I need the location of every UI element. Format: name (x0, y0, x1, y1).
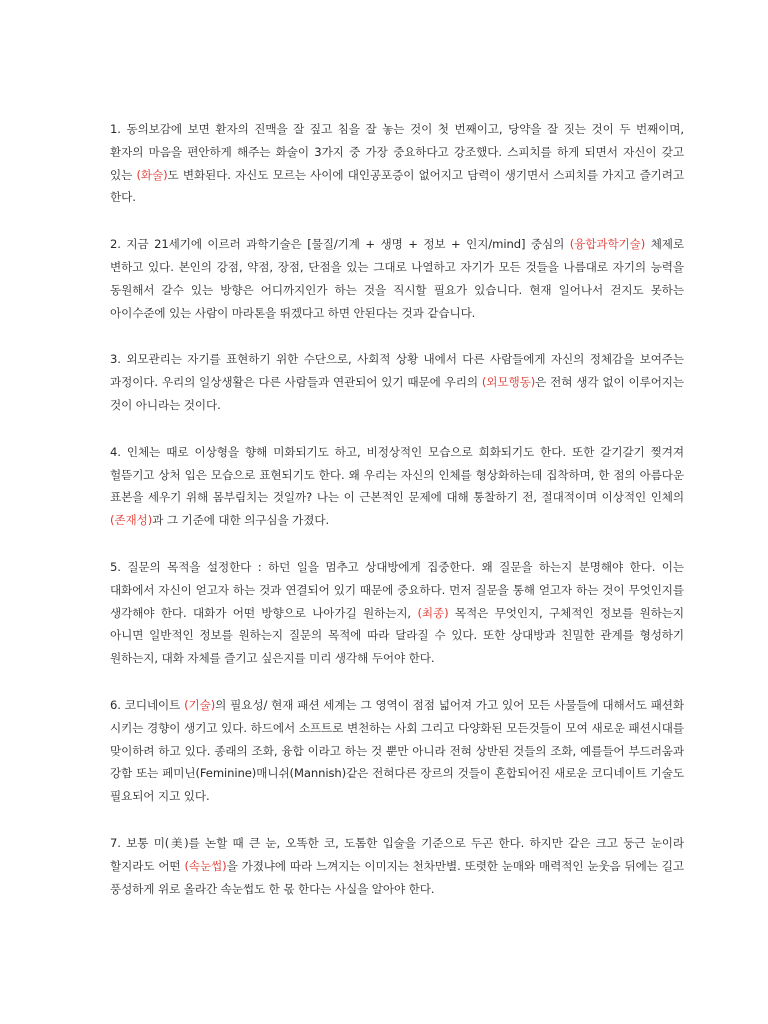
highlight-term: (융합과학기술) (569, 237, 646, 252)
paragraph-text: 도 변화된다. 자신도 모르는 사이에 대인공포증이 없어지고 담력이 생기면서 스피치를 가지고 즐기려고 한다. (110, 167, 684, 205)
paragraph-text: 3. 외모관리는 자기를 표현하기 위한 수단으로, 사회적 상황 내에서 다른 사람들에게 자신의 정체감을 보여주는 과정이다. 우리의 일상생활은 다른 사람들과 연관되어 있기 때문에 우리의 (110, 352, 684, 390)
paragraph-text: 은 전혀 생각 없이 이루어지는 것이 아니라는 것이다. (110, 375, 685, 412)
paragraph-7 (110, 832, 684, 900)
highlight-term: (외모행동) (481, 375, 536, 390)
paragraph-text: 과 그 기준에 대한 의구심을 가졌다. (152, 513, 330, 528)
paragraph-1 (110, 118, 684, 209)
paragraph-text: 의 필요성/ 현재 패션 세계는 그 영역이 점점 넓어져 가고 있어 모든 사물들에 대해서도 패션화 시키는 경향이 생기고 있다. 하드에서 소프트로 변천하는 사회 그리고 다양화된 모든것들이 모여 새로운 패션시대를 맞이하려 하고 있다. 종래의 조화, 융합 이라고 하는 것 뿐만 아니라 전혀 상반된 것들의 조화, 예를들어 부드러움과 강함 또는 페미닌(Feminine)매니쉬(Mannish)같은 전혀다른 장르의 것들이 혼합되어진 새로운 코디네이트 기술도 필요되어 지고 있다. (110, 697, 685, 804)
highlight-term: (속눈썹) (184, 858, 227, 873)
highlight-term: (존재성) (110, 513, 153, 528)
paragraph-text: 2. 지금 21세기에 이르러 과학기술은 [물질/기계 + 생명 + 정보 + 인지/mind] 중심의 (110, 237, 570, 252)
paragraph-text: 목적은 무엇인지, 구체적인 정보를 원하는지 아니면 일반적인 정보를 원하는지 질문의 목적에 따라 달라질 수 있다. 또한 상대방과 친밀한 관계를 형성하기 원하는지, 대화 자체를 즐기고 싶은지를 미리 생각해 두어야 한다. (110, 605, 685, 666)
paragraph-6 (110, 694, 684, 808)
paragraph-text: 을 가졌냐에 따라 느껴지는 이미지는 천차만별. 또렷한 눈매와 매력적인 눈웃음 뒤에는 길고 풍성하게 위로 올라간 속눈썹도 한 몫 한다는 사실을 알아야 한다. (110, 858, 684, 896)
paragraph-text: 4. 인체는 때로 이상형을 향해 미화되기도 하고, 비정상적인 모습으로 희화되기도 한다. 또한 갈기갈기 찢겨져 헐뜯기고 상처 입은 모습으로 표현되기도 한다. 왜 우리는 자신의 인체를 형상화하는데 집착하며, 한 점의 아름다운 표본을 세우기 위해 몸부림치는 것일까? 나는 이 근본적인 문제에 대해 통찰하기 전, 절대적이며 이상적인 인체의 (110, 444, 684, 505)
paragraph-5 (110, 556, 684, 670)
paragraph-2 (110, 233, 684, 324)
highlight-term: (화술) (136, 167, 168, 182)
paragraph-text: 1. 동의보감에 보면 환자의 진맥을 잘 짚고 침을 잘 놓는 것이 첫 번째이고, 당약을 잘 짓는 것이 두 번째이며, 환자의 마음을 편안하게 해주는 화술이 3가지 중 가장 중요하다고 강조했다. 스피치를 하게 되면서 자신이 갖고 있는 (110, 122, 684, 182)
paragraph-text: 7. 보통 미(美)를 논할 때 큰 눈, 오똑한 코, 도톰한 입술을 기준으로 두곤 한다. 하지만 같은 크고 둥근 눈이라 할지라도 어떤 (110, 835, 684, 873)
paragraph-text: 체제로 변하고 있다. 본인의 강점, 약점, 장점, 단점을 있는 그대로 나열하고 자기가 모든 것들을 나름대로 자기의 능력을 동원해서 갈수 있는 방향은 어디까지인가 하는 것을 직시할 필요가 있습니다. 현재 일어나서 걷지도 못하는 아이수준에 있는 사람이 마라톤을 뛰겠다고 하면 안된다는 것과 같습니다. (110, 237, 684, 320)
paragraph-3 (110, 348, 684, 416)
highlight-term: (기술) (184, 697, 216, 712)
paragraph-text: 6. 코디네이트 (110, 697, 185, 712)
highlight-term: (최종) (417, 605, 449, 620)
paragraph-4 (110, 441, 684, 532)
paragraph-text: 5. 질문의 목적을 설정한다 : 하던 일을 멈추고 상대방에게 집중한다. 왜 질문을 하는지 분명해야 한다. 이는 대화에서 자신이 얻고자 하는 것과 연결되어 있기 때문에 중요하다. 먼저 질문을 통해 얻고자 하는 것이 무엇인지를 생각해야 한다. 대화가 어떤 방향으로 나아가길 원하는지, (110, 559, 684, 620)
